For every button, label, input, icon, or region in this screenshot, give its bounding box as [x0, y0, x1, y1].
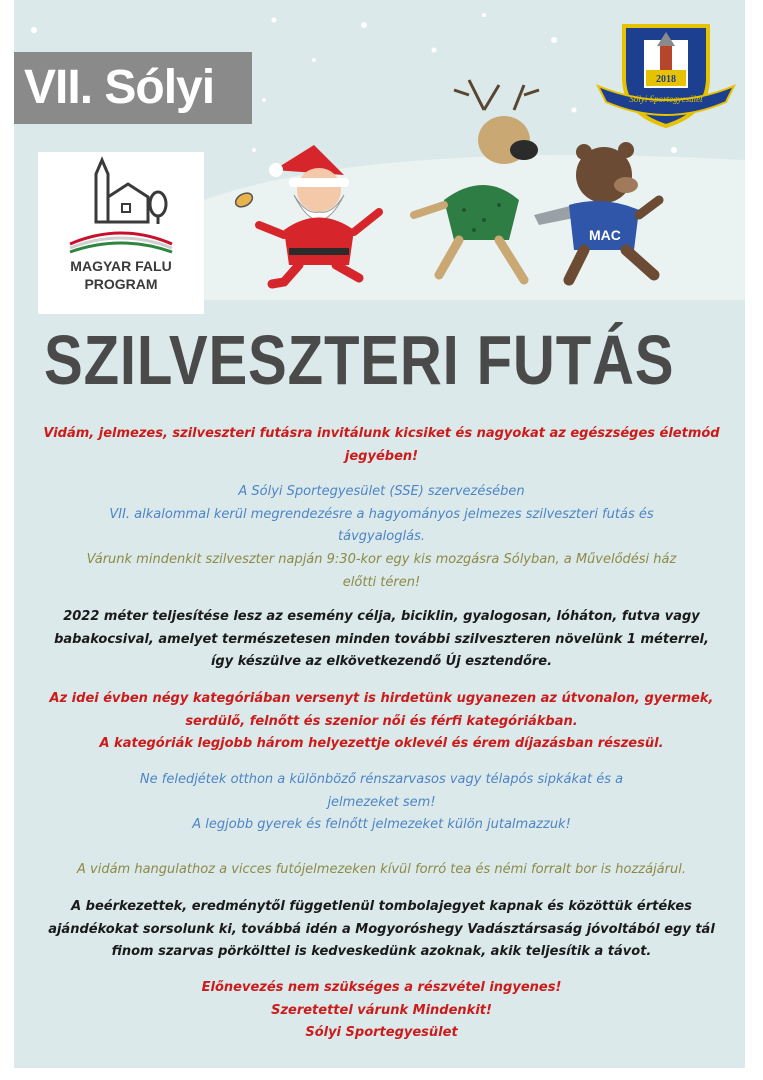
- goal-paragraph: 2022 méter teljesítése lesz az esemény célja, biciklin, gyalogosan, lóháton, futva vagy babakocsival, amelyet természetesen minden további szilveszteren növelünk 1 méterrel, így készülve az elkövetkezendő Új esztendőre.: [54, 609, 709, 669]
- club-crest-emblem: [594, 18, 738, 130]
- categories-paragraph: Az idei évben négy kategóriában versenyt is hirdetünk ugyanezen az útvonalon, gyermek, serdülő, felnőtt és szenior női és férfi kategóriákban. A kategóriák legjobb három helyezettje oklevél és érem díjazásban részesül.: [49, 691, 714, 751]
- crest-year: 2018: [656, 74, 676, 85]
- logo-line-2: PROGRAM: [84, 276, 158, 292]
- village-church-icon: [38, 152, 204, 262]
- svg-text:MAC: MAC: [589, 227, 621, 243]
- invite-paragraph: Vidám, jelmezes, szilveszteri futásra invitálunk kicsiket és nagyokat az egészséges életmód jegyében!: [43, 426, 720, 464]
- edition-banner: [14, 52, 252, 124]
- mood-paragraph: A vidám hangulathoz a vicces futójelmezeken kívül forró tea és némi forralt bor is hozzájárul.: [77, 862, 686, 877]
- organizer-paragraph: A Sólyi Sportegyesület (SSE) szervezésében VII. alkalommal kerül megrendezésre a hagyományos jelmezes szilveszteri futás és távgyaloglás.: [109, 484, 654, 544]
- edition-title: VII. Sólyi: [24, 61, 215, 114]
- welcome-paragraph: Várunk mindenkit szilveszter napján 9:30-kor egy kis mozgásra Sólyban, a Művelődési ház előtti téren!: [86, 552, 677, 590]
- raffle-paragraph: A beérkezettek, eredménytől függetlenül tombolajegyet kapnak és közöttük értékes ajándékokat sorsolunk ki, továbbá idén a Mogyoróshegy Vadásztársaság jóvoltából egy tál finom szarvas pörkölttel is kedveskedünk azoknak, akik teljesítik a távot.: [48, 899, 715, 959]
- logo-line-1: MAGYAR FALU: [70, 258, 172, 274]
- costumes-paragraph: Ne feledjétek otthon a különböző rénszarvasos vagy télapós sipkákat és a jelmezeket sem! A legjobb gyerek és felnőtt jelmezeket külön jutalmazzuk!: [139, 772, 624, 832]
- closing-paragraph: Előnevezés nem szükséges a részvétel ingyenes! Szeretettel várunk Mindenkit! Sólyi Sportegyesület: [201, 980, 562, 1040]
- crest-name: Sólyi Sportegyesület: [629, 94, 703, 104]
- event-headline: SZILVESZTERI FUTÁS: [44, 321, 675, 399]
- magyar-falu-program-logo: [38, 152, 204, 314]
